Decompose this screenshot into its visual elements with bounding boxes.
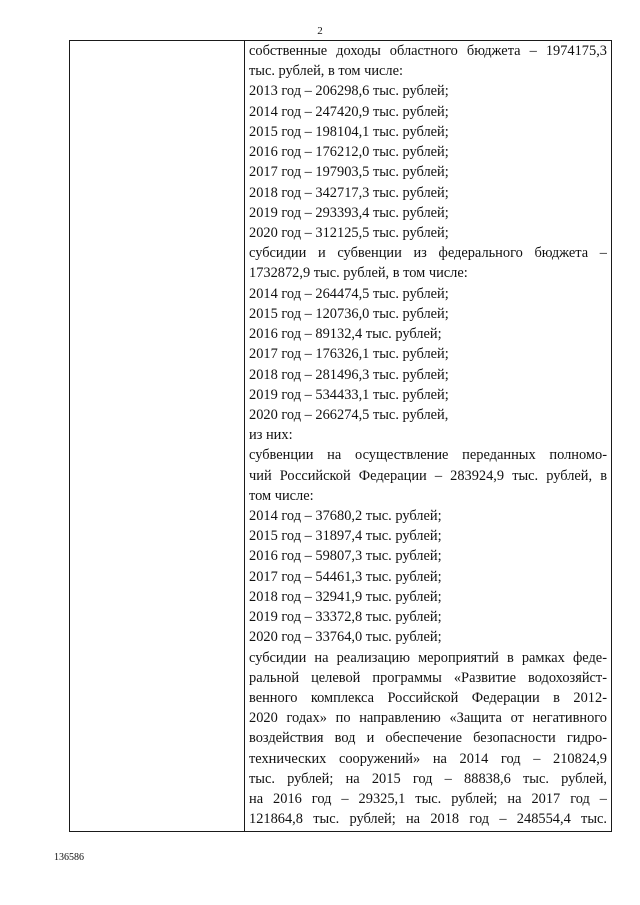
document-code: 136586 <box>54 852 84 863</box>
text-line: субсидии и субвенции из федерального бюджета – <box>249 245 607 262</box>
text-line: 2018 год – 342717,3 тыс. рублей; <box>249 184 449 201</box>
content-table <box>69 40 612 832</box>
text-line: 2016 год – 176212,0 тыс. рублей; <box>249 144 449 161</box>
text-line: том числе: <box>249 487 314 504</box>
text-line: 2014 год – 37680,2 тыс. рублей; <box>249 508 442 525</box>
table-text-column <box>246 41 607 830</box>
text-line: 2019 год – 534433,1 тыс. рублей; <box>249 386 449 403</box>
text-line: 2015 год – 120736,0 тыс. рублей; <box>249 305 449 322</box>
text-line: чий Российской Федерации – 283924,9 тыс. рублей, в <box>249 467 607 484</box>
text-line: 2014 год – 264474,5 тыс. рублей; <box>249 285 449 302</box>
text-line: из них: <box>249 427 293 444</box>
text-line: 2017 год – 197903,5 тыс. рублей; <box>249 164 449 181</box>
text-line: тыс. рублей; на 2015 год – 88838,6 тыс. рублей, <box>249 770 607 787</box>
text-line: 2013 год – 206298,6 тыс. рублей; <box>249 83 449 100</box>
text-line: тыс. рублей, в том числе: <box>249 63 403 80</box>
text-line: 2019 год – 33372,8 тыс. рублей; <box>249 609 442 626</box>
text-line: 2020 годах» по направлению «Защита от негативного <box>249 710 607 727</box>
text-line: воздействия вод и обеспечение безопасности гидро- <box>249 730 607 747</box>
text-line: 2015 год – 31897,4 тыс. рублей; <box>249 528 442 545</box>
text-line: 2016 год – 89132,4 тыс. рублей; <box>249 326 442 343</box>
column-divider <box>244 41 245 831</box>
page-number: 2 <box>317 25 323 37</box>
text-line: 2018 год – 281496,3 тыс. рублей; <box>249 366 449 383</box>
text-line: 1732872,9 тыс. рублей, в том числе: <box>249 265 468 282</box>
text-line: технических сооружений» на 2014 год – 210824,9 <box>249 750 607 767</box>
text-line: 2020 год – 266274,5 тыс. рублей, <box>249 406 449 423</box>
text-line: субсидии на реализацию мероприятий в рамках феде- <box>249 649 607 666</box>
text-line: 121864,8 тыс. рублей; на 2018 год – 248554,4 тыс. <box>249 811 607 828</box>
text-line: собственные доходы областного бюджета – 1974175,3 <box>249 43 607 59</box>
text-line: венного комплекса Российской Федерации в 2012- <box>249 690 607 706</box>
text-line: субвенции на осуществление переданных полномо- <box>249 447 607 464</box>
text-line: 2015 год – 198104,1 тыс. рублей; <box>249 123 449 140</box>
text-line: 2020 год – 33764,0 тыс. рублей; <box>249 629 442 646</box>
text-line: 2017 год – 176326,1 тыс. рублей; <box>249 346 449 363</box>
text-line: 2020 год – 312125,5 тыс. рублей; <box>249 224 449 241</box>
text-line: на 2016 год – 29325,1 тыс. рублей; на 2017 год – <box>249 791 607 808</box>
text-line: 2018 год – 32941,9 тыс. рублей; <box>249 588 442 605</box>
text-line: 2019 год – 293393,4 тыс. рублей; <box>249 204 449 221</box>
text-line: 2016 год – 59807,3 тыс. рублей; <box>249 548 442 565</box>
text-line: 2014 год – 247420,9 тыс. рублей; <box>249 103 449 120</box>
text-line: 2017 год – 54461,3 тыс. рублей; <box>249 568 442 585</box>
text-line: ральной целевой программы «Развитие водохозяйст- <box>249 669 607 686</box>
